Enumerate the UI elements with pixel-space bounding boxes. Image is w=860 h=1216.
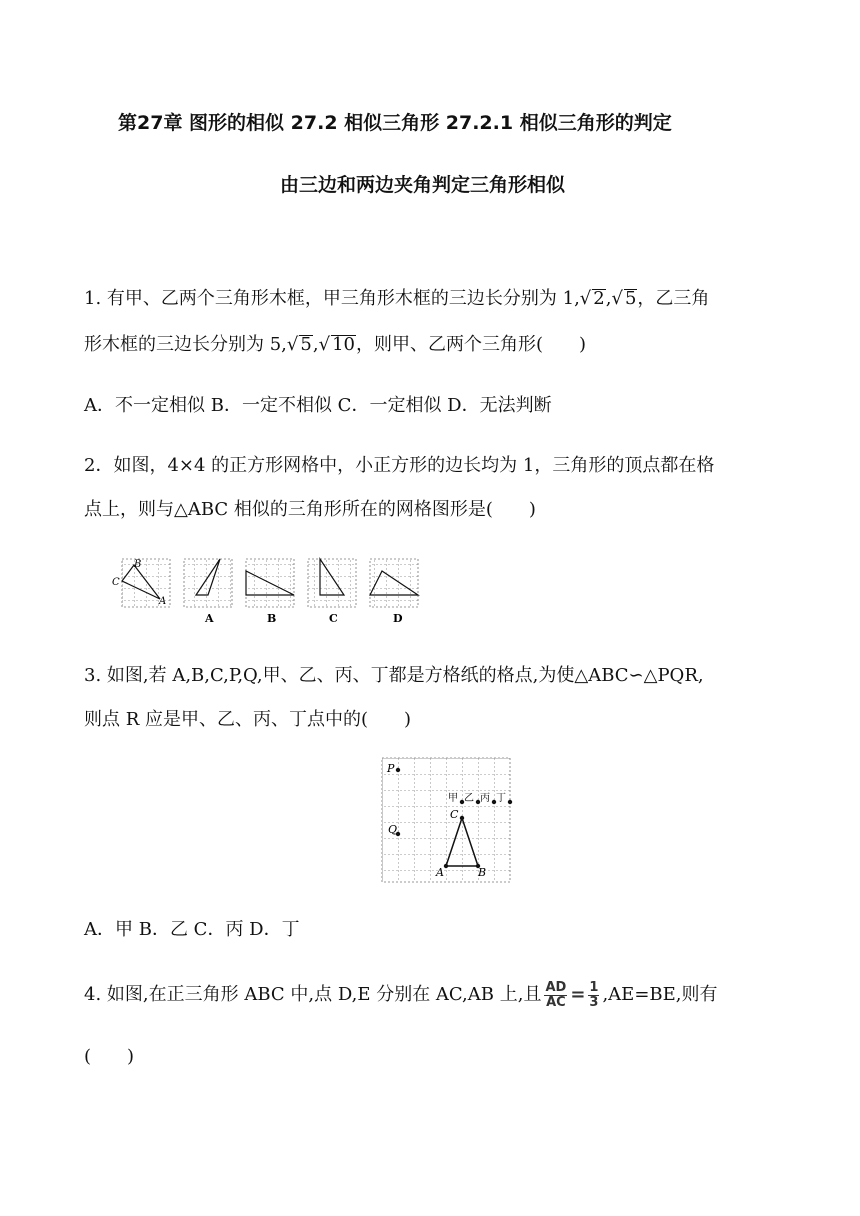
q3-label-c: C	[450, 808, 459, 821]
q2-line1: 2．如图，4×4 的正方形网格中，小正方形的边长均为 1，三角形的顶点都在格	[84, 455, 715, 476]
q1-sqrt-2: 2	[593, 288, 605, 309]
q3-label-b: B	[478, 866, 487, 879]
q3-label-p: P	[387, 762, 395, 775]
q4-line1	[84, 980, 717, 1010]
q2-option-b-label: B	[267, 612, 277, 625]
q4-fraction-ad-ac: $\frac{AD}{AC}$	[545, 979, 567, 1010]
page-title: 第27章 图形的相似 27.2 相似三角形 27.2.1 相似三角形的判定	[118, 112, 672, 134]
q1-sqrt-10: 10	[332, 334, 355, 355]
q4-text-a: 4. 如图,在正三角形 ABC 中,点 D,E 分别在 AC,AB 上,且	[84, 984, 542, 1005]
q3-label-ding: 丁	[496, 793, 506, 804]
q2-figure	[110, 552, 430, 628]
q4-line2: ( )	[84, 1046, 135, 1067]
q3-figure	[378, 754, 514, 886]
q3-label-q: Q	[388, 823, 398, 836]
q2-grid-a	[184, 559, 232, 607]
q2-option-c-label: C	[329, 612, 338, 625]
q2-vertex-a: A	[159, 596, 167, 607]
q2-vertex-b: B	[134, 559, 142, 570]
q1-text-b: ，乙三角	[637, 288, 710, 309]
q3-line2: 则点 R 应是甲、乙、丙、丁点中的( )	[84, 709, 412, 730]
q2-option-d-label: D	[393, 612, 403, 625]
q2-grid-b	[246, 559, 294, 607]
q4-text-b: ,AE=BE,则有	[602, 984, 718, 1005]
q3-label-jia: 甲	[448, 793, 458, 804]
q1-line2: 形木框的三边长分别为 5,√ 5,√ 10，则甲、乙两个三角形( )	[84, 334, 587, 355]
q3-label-yi: 乙	[464, 793, 474, 804]
q1-sqrt-5: 5	[624, 288, 637, 309]
q1-sqrt-5b: 5	[300, 334, 312, 355]
q3-line1: 3. 如图,若 A,B,C,P,Q,甲、乙、丙、丁都是方格纸的格点,为使△ABC∽△PQR,	[84, 665, 704, 686]
q3-options: A．甲 B．乙 C．丙 D．丁	[84, 919, 300, 940]
q1-options: A．不一定相似 B．一定不相似 C．一定相似 D．无法判断	[84, 395, 552, 416]
q2-vertex-c: C	[112, 577, 120, 588]
q2-option-a-label: A	[205, 612, 214, 625]
q2-grid-abc	[112, 559, 170, 607]
q3-label-a: A	[436, 866, 444, 879]
q4-equals: =	[570, 984, 586, 1005]
q1-line1: 1. 有甲、乙两个三角形木框，甲三角形木框的三边长分别为 1,√ 2,√ 5，乙三角	[84, 288, 710, 309]
q3-label-bing: 丙	[480, 793, 490, 804]
q1-text-a: 1. 有甲、乙两个三角形木框，甲三角形木框的三边长分别为 1,	[84, 288, 580, 309]
q2-grid-d	[370, 559, 418, 607]
q1-text-d: ，则甲、乙两个三角形( )	[355, 334, 587, 355]
q2-grid-c	[308, 559, 356, 607]
q4-fraction-one-third: $\frac{1}{3}$	[589, 979, 599, 1010]
q2-line2: 点上，则与△ABC 相似的三角形所在的网格图形是( )	[84, 499, 536, 520]
q1-text-c: 形木框的三边长分别为 5,	[84, 334, 287, 355]
page-subtitle: 由三边和两边夹角判定三角形相似	[280, 174, 566, 196]
